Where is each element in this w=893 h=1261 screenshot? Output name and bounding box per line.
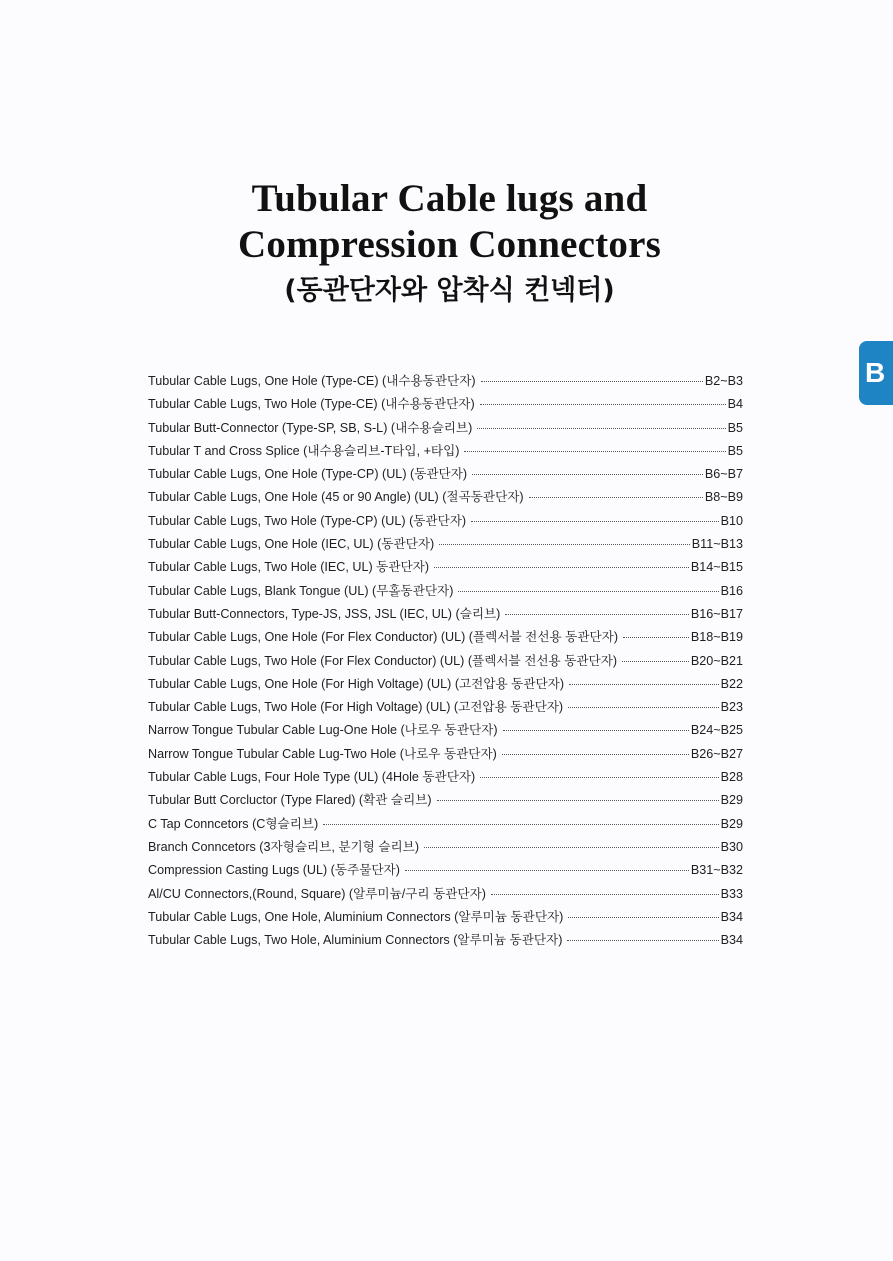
toc-entry-page: B2~B3 [704, 374, 743, 388]
toc-dot-leader [458, 591, 718, 592]
toc-dot-leader [477, 428, 725, 429]
toc-entry-page: B8~B9 [704, 490, 743, 505]
toc-entry-page: B10 [720, 513, 743, 528]
toc-entry-title: Tubular Cable Lugs, Two Hole (Type-CE) (내수용동관단자) [148, 397, 475, 412]
toc-dot-leader [502, 754, 689, 755]
toc-dot-leader [471, 521, 718, 522]
toc-entry-title: Al/CU Connectors,(Round, Square) (알루미늄/구리 동관단자) [148, 886, 486, 901]
toc-dot-leader [437, 800, 719, 801]
toc-entry-title: Tubular Cable Lugs, Blank Tongue (UL) (무홀동관단자) [148, 583, 454, 598]
toc-entry-page: B18~B19 [690, 630, 743, 645]
toc-entry-title: Narrow Tongue Tubular Cable Lug-Two Hole (나로우 동관단자) [148, 746, 497, 761]
toc-entry [148, 813, 743, 836]
toc-entry-title: Branch Conncetors (3자형슬리브, 분기형 슬리브) [148, 839, 420, 854]
toc-dot-leader [622, 661, 689, 662]
toc-entry-title: Narrow Tongue Tubular Cable Lug-One Hole (나로우 동관단자) [148, 723, 498, 738]
toc-entry-title: Tubular Butt Corcluctor (Type Flared) (확관 슬리브) [148, 793, 432, 808]
toc-entry [148, 719, 743, 742]
toc-entry-title: Tubular Cable Lugs, One Hole (For High Voltage) (UL) (고전압용 동관단자) [148, 676, 565, 691]
toc-entry-title: Tubular Cable Lugs, One Hole (IEC, UL) (동관단자) [148, 537, 435, 552]
toc-entry-page: B11~B13 [691, 537, 743, 552]
toc-entry-page: B26~B27 [690, 746, 743, 761]
toc-entry-title: Tubular Cable Lugs, One Hole (Type-CE) (내수용동관단자) [148, 374, 476, 388]
page-title-line-1: Tubular Cable lugs and [251, 177, 648, 220]
toc-entry-title: Tubular Cable Lugs, One Hole (45 or 90 Angle) (UL) (절곡동관단자) [148, 490, 524, 505]
toc-entry [148, 766, 743, 789]
toc-dot-leader [529, 497, 703, 498]
toc-entry [148, 417, 743, 440]
toc-entry-title: Tubular T and Cross Splice (내수용슬리브-T타입, +타입) [148, 443, 460, 458]
toc-entry-title: Tubular Cable Lugs, One Hole (For Flex Conductor) (UL) (플렉서블 전선용 동관단자) [148, 630, 619, 645]
toc-entry-page: B29 [720, 816, 743, 831]
toc-entry-page: B23 [720, 700, 743, 715]
toc-entry-page: B22 [720, 676, 743, 691]
toc-dot-leader [434, 567, 689, 568]
toc-entry-title: Tubular Butt-Connectors, Type-JS, JSS, JSL (IEC, UL) (슬리브) [148, 606, 501, 621]
toc-dot-leader [567, 940, 718, 941]
toc-entry [148, 673, 743, 696]
toc-entry-page: B14~B15 [690, 560, 743, 575]
toc-entry-page: B20~B21 [690, 653, 743, 668]
toc-entry-title: Tubular Cable Lugs, Four Hole Type (UL) (4Hole 동관단자) [148, 770, 476, 785]
toc-entry-page: B34 [720, 933, 743, 948]
toc-entry [148, 370, 743, 393]
toc-dot-leader [503, 730, 689, 731]
toc-entry [148, 836, 743, 859]
toc-dot-leader [480, 404, 726, 405]
section-tab [859, 341, 893, 405]
toc-dot-leader [568, 707, 718, 708]
toc-entry [148, 393, 743, 416]
toc-entry-page: B16 [720, 583, 743, 598]
toc-entry-page: B5 [727, 443, 743, 458]
toc-entry-page: B5 [727, 420, 743, 435]
toc-entry-title: Tubular Cable Lugs, Two Hole (Type-CP) (UL) (동관단자) [148, 513, 467, 528]
toc-entry [148, 650, 743, 673]
toc-dot-leader [464, 451, 725, 452]
toc-entry-title: Compression Casting Lugs (UL) (동주물단자) [148, 863, 400, 878]
section-tab-label: B [865, 357, 886, 388]
toc-dot-leader [405, 870, 689, 871]
page-header [0, 176, 893, 309]
toc-entry-title: Tubular Cable Lugs, One Hole, Aluminium Connectors (알루미늄 동관단자) [148, 909, 564, 924]
toc-dot-leader [439, 544, 690, 545]
page-subtitle: (동관단자와 압착식 컨넥터) [284, 275, 615, 306]
toc-entry-title: C Tap Conncetors (C형슬리브) [148, 816, 319, 831]
toc-entry-title: Tubular Cable Lugs, Two Hole (For Flex Conductor) (UL) (플렉서블 전선용 동관단자) [148, 653, 618, 668]
toc-dot-leader [472, 474, 703, 475]
toc-entry [148, 696, 743, 719]
toc-entry [148, 440, 743, 463]
toc-dot-leader [424, 847, 719, 848]
toc-entry-page: B16~B17 [690, 606, 743, 621]
toc-entry-title: Tubular Cable Lugs, Two Hole (For High Voltage) (UL) (고전압용 동관단자) [148, 700, 564, 715]
toc-entry-title: Tubular Cable Lugs, Two Hole, Aluminium Connectors (알루미늄 동관단자) [148, 933, 563, 948]
toc-entry [148, 859, 743, 882]
toc-entry [148, 929, 743, 952]
toc-entry-title: Tubular Butt-Connector (Type-SP, SB, S-L) (내수용슬리브) [148, 420, 473, 435]
toc-dot-leader [323, 824, 718, 825]
toc-entry [148, 626, 743, 649]
toc-entry-page: B24~B25 [690, 723, 743, 738]
toc-entry-page: B4 [727, 397, 743, 412]
toc-entry-page: B28 [720, 770, 743, 785]
toc-entry [148, 906, 743, 929]
toc-entry [148, 533, 743, 556]
toc-dot-leader [480, 777, 718, 778]
toc-dot-leader [569, 684, 719, 685]
toc-entry-page: B34 [720, 909, 743, 924]
toc-entry-page: B31~B32 [690, 863, 743, 878]
toc-entry [148, 883, 743, 906]
toc-entry-page: B29 [720, 793, 743, 808]
toc-entry-title: Tubular Cable Lugs, Two Hole (IEC, UL) 동관단자) [148, 560, 430, 575]
toc-entry [148, 510, 743, 533]
toc-dot-leader [568, 917, 718, 918]
toc-entry [148, 603, 743, 626]
toc-dot-leader [491, 894, 719, 895]
toc-dot-leader [505, 614, 688, 615]
page-title-line-2: Compression Connectors [238, 223, 661, 266]
toc-entry-page: B30 [720, 839, 743, 854]
toc-entry [148, 743, 743, 766]
toc-entry [148, 486, 743, 509]
toc-dot-leader [481, 381, 703, 382]
toc-entry [148, 556, 743, 579]
toc-entry-page: B33 [720, 886, 743, 901]
toc-entry [148, 463, 743, 486]
table-of-contents [148, 370, 743, 952]
toc-entry-title: Tubular Cable Lugs, One Hole (Type-CP) (UL) (동관단자) [148, 467, 468, 482]
toc-entry-page: B6~B7 [704, 467, 743, 482]
toc-entry [148, 580, 743, 603]
toc-dot-leader [623, 637, 689, 638]
toc-entry [148, 789, 743, 812]
